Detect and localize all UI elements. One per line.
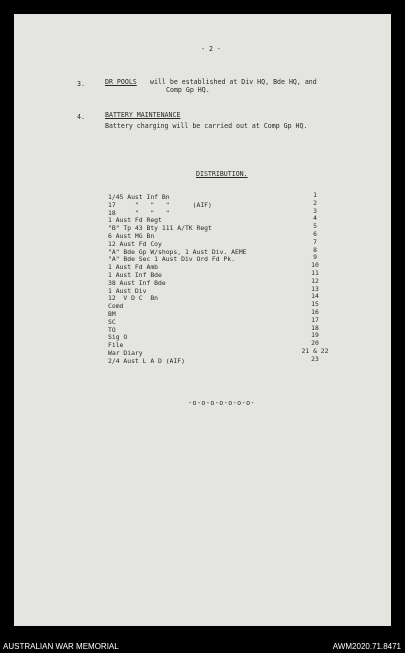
distribution-item: File <box>108 341 124 350</box>
distribution-number: 14 <box>311 292 319 301</box>
distribution-number: 1 <box>313 191 317 199</box>
distribution-item: "B" Tp 43 Bty 111 A/TK Regt <box>108 224 212 233</box>
page-number: - 2 - <box>201 45 221 53</box>
distribution-item: 1 Aust Fd Regt <box>108 216 162 225</box>
item-text: will be established at Div HQ, Bde HQ, and <box>150 78 317 86</box>
distribution-item: Comd <box>108 302 124 311</box>
distribution-number: 6 <box>313 230 317 238</box>
distribution-number: 8 <box>313 245 317 254</box>
distribution-number: 7 <box>313 237 317 246</box>
distribution-number: 10 <box>311 261 319 270</box>
distribution-item: 1/45 Aust Inf Bn <box>108 193 170 201</box>
end-mark: -o-o-o-o-o-o-o- <box>188 399 256 407</box>
item-number: 3. <box>77 80 85 88</box>
item-text: Battery charging will be carried out at Comp Gp HQ. <box>105 122 308 130</box>
distribution-item: War Diary <box>108 349 143 357</box>
distribution-number: 17 <box>311 315 319 324</box>
distribution-item: "A" Bde Gp W/shops, 1 Aust Div. AEME <box>108 247 247 256</box>
distribution-item: 38 Aust Inf Bde <box>108 278 166 287</box>
distribution-heading: DISTRIBUTION. <box>196 170 248 178</box>
distribution-number: 4 <box>313 214 317 223</box>
distribution-number: 5 <box>313 222 317 231</box>
distribution-number: 19 <box>311 331 319 340</box>
distribution-item: 1 Aust Div <box>108 286 147 295</box>
distribution-number: 23 <box>311 354 319 363</box>
distribution-number: 21 & 22 <box>301 347 329 355</box>
distribution-number: 11 <box>311 269 319 277</box>
footer-right: AWM2020.71.8471 <box>332 642 401 651</box>
distribution-item: Sig O <box>108 333 128 342</box>
distribution-number: 13 <box>311 284 319 293</box>
item-heading: DR POOLS <box>105 78 137 86</box>
distribution-item: 1 Aust Fd Amb <box>108 263 159 272</box>
distribution-item: 12 V D C Bn <box>108 294 159 303</box>
distribution-number: 15 <box>311 300 319 309</box>
distribution-item: "A" Bde Sec 1 Aust Div Ord Fd Pk. <box>108 255 235 264</box>
distribution-item: 6 Aust MG Bn <box>108 232 155 240</box>
distribution-item: SC <box>108 317 116 326</box>
footer-left: AUSTRALIAN WAR MEMORIAL <box>3 642 119 651</box>
distribution-number: 9 <box>313 253 317 262</box>
item-text: Comp Gp HQ. <box>166 86 210 94</box>
document-page <box>14 14 391 626</box>
distribution-number: 18 <box>311 323 319 332</box>
item-number: 4. <box>77 113 85 121</box>
distribution-number: 20 <box>311 339 319 348</box>
distribution-item: TO <box>108 325 116 334</box>
distribution-number: 12 <box>311 276 319 285</box>
distribution-item: 2/4 Aust L A D (AIF) <box>108 356 185 365</box>
item-heading: BATTERY MAINTENANCE <box>105 111 181 119</box>
distribution-item: 1 Aust Inf Bde <box>108 271 162 279</box>
distribution-number: 16 <box>311 308 319 316</box>
distribution-number: 2 <box>313 198 317 207</box>
distribution-item: 12 Aust Fd Coy <box>108 239 162 248</box>
distribution-item: BM <box>108 310 116 318</box>
distribution-item: 17 " " " (AIF) <box>108 200 212 209</box>
distribution-item: 18 " " " <box>108 208 170 217</box>
distribution-number: 3 <box>313 206 317 215</box>
footer <box>0 640 405 653</box>
